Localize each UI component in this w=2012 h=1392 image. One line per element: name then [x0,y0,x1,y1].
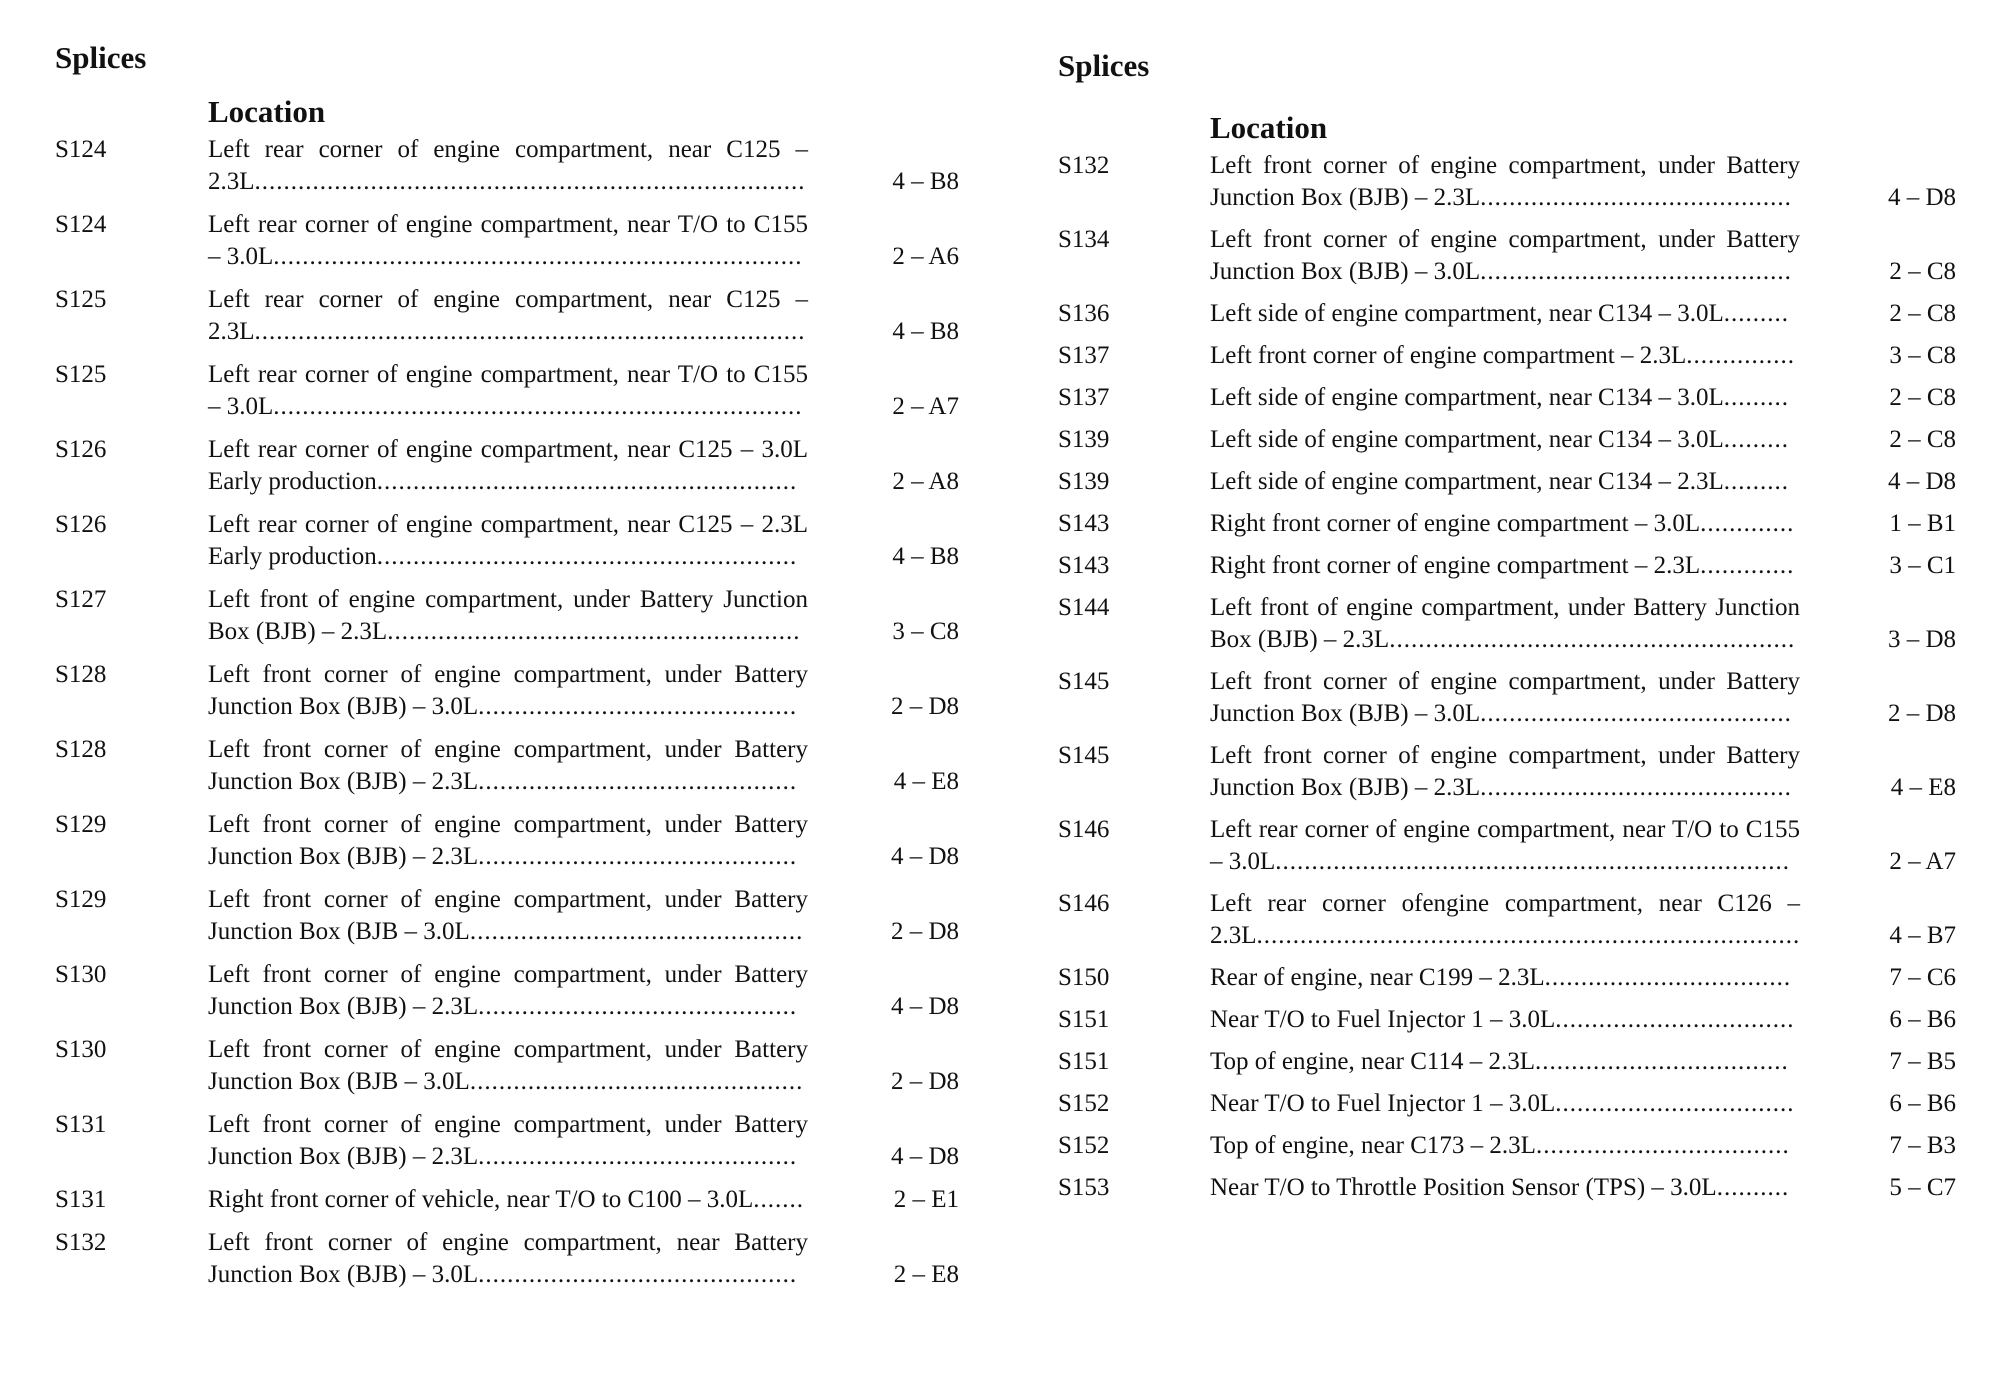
splice-location: Top of engine, near C114 – 2.3L [1210,1048,1536,1075]
dot-leader: .................................. [1544,964,1792,991]
grid-reference: 2 – D8 [890,693,959,720]
splice-location: Left front corner of engine compartment, under Battery Junction Box (BJB) – 2.3L [208,961,808,1020]
splice-code: S153 [1058,1174,1110,1201]
dot-leader: .......... [1716,1174,1790,1201]
splice-location-cell [1210,224,1800,298]
splice-code: S134 [1058,226,1110,253]
dot-leader: ......................................................................... [273,243,803,270]
grid-reference: 2 – D8 [890,918,959,945]
grid-reference: 4 – E8 [893,768,959,795]
dot-leader: .......................................................... [376,543,798,570]
dot-leader: .............................................. [469,918,804,945]
right-column [1058,46,1968,1214]
grid-reference: 5 – C7 [1889,1174,1956,1201]
splice-code: S136 [1058,300,1110,327]
splice-location-cell [1210,550,1800,592]
splice-entry [55,584,975,659]
splice-location: Left front corner of engine compartment, under Battery Junction Box (BJB – 3.0L [208,886,808,945]
grid-reference: 2 – A7 [892,393,959,420]
grid-reference: 2 – A6 [892,243,959,270]
splice-code: S145 [1058,668,1110,695]
splice-entry [1058,340,1968,382]
dot-leader: ............................................ [478,993,798,1020]
splice-location-cell [208,1184,808,1227]
splice-location: Left front of engine compartment, under Battery Junction Box (BJB) – 2.3L [208,586,808,645]
splice-location-cell [1210,1130,1800,1172]
splice-location-cell [1210,1088,1800,1130]
grid-reference: 4 – D8 [1887,468,1956,495]
splice-entry [1058,466,1968,508]
splice-code: S152 [1058,1090,1110,1117]
grid-reference: 3 – C8 [892,618,959,645]
splice-location: Left rear corner of engine compartment, near C125 – 2.3L [208,286,808,345]
splice-entry [1058,888,1968,962]
splice-location: Left front corner of engine compartment, under Battery Junction Box (BJB – 3.0L [208,1036,808,1095]
splice-code: S144 [1058,594,1110,621]
dot-leader: ............................................ [478,843,798,870]
splice-location-cell [1210,740,1800,814]
grid-reference: 2 – E1 [893,1186,959,1213]
location-header: Location [208,94,326,129]
splice-location: Left rear corner of engine compartment, near C125 – 3.0L Early production [208,436,808,495]
splice-location-cell [208,1109,808,1184]
splice-entry [1058,508,1968,550]
splice-code: S143 [1058,510,1110,537]
splice-entry [1058,1046,1968,1088]
splice-location: Left side of engine compartment, near C134 – 3.0L [1210,426,1724,453]
splice-list [55,134,975,1302]
dot-leader: ................................... [1535,1048,1789,1075]
splice-entry [55,134,975,209]
splice-location: Left side of engine compartment, near C134 – 3.0L [1210,384,1724,411]
splice-entry [55,734,975,809]
splice-location-cell [1210,340,1800,382]
splice-location-cell [1210,1046,1800,1088]
grid-reference: 6 – B6 [1889,1006,1956,1033]
splice-code: S137 [1058,384,1110,411]
splice-code: S128 [55,736,107,763]
splice-location-cell [1210,382,1800,424]
dot-leader: ............. [1700,510,1795,537]
splice-location: Top of engine, near C173 – 2.3L [1210,1132,1536,1159]
grid-reference: 4 – D8 [890,1143,959,1170]
grid-reference: 2 – A8 [892,468,959,495]
splice-code: S128 [55,661,107,688]
splice-code: S143 [1058,552,1110,579]
splice-location-cell [208,1227,808,1302]
section-title: Splices [55,40,147,75]
grid-reference: 3 – C8 [1889,342,1956,369]
splice-location-cell [1210,592,1800,666]
dot-leader: ......................................................... [387,618,801,645]
dot-leader: ........................................... [1480,700,1792,727]
splice-location: Left front corner of engine compartment, under Battery Junction Box (BJB) – 2.3L [1210,152,1800,211]
splice-entry [55,959,975,1034]
grid-reference: 4 – D8 [890,993,959,1020]
dot-leader: .......................................................... [376,468,798,495]
splice-location-cell [208,509,808,584]
splice-location-cell [208,959,808,1034]
dot-leader: ........................................... [1480,258,1792,285]
splice-entry [55,1034,975,1109]
splice-location: Left front corner of engine compartment, under Battery Junction Box (BJB) – 2.3L [208,1111,808,1170]
splice-entry [1058,1004,1968,1046]
dot-leader: ....... [753,1186,804,1213]
splice-location: Left front corner of engine compartment, under Battery Junction Box (BJB) – 3.0L [1210,226,1800,285]
splice-location: Left side of engine compartment, near C134 – 2.3L [1210,468,1724,495]
splice-location: Left front corner of engine compartment, under Battery Junction Box (BJB) – 3.0L [1210,668,1800,727]
splice-code: S125 [55,286,107,313]
splice-location: Right front corner of engine compartment – 3.0L [1210,510,1701,537]
splice-location: Near T/O to Throttle Position Sensor (TPS) – 3.0L [1210,1174,1717,1201]
grid-reference: 2 – C8 [1889,300,1956,327]
grid-reference: 2 – E8 [893,1261,959,1288]
splice-location-cell [208,809,808,884]
dot-leader: ........................................... [1480,774,1792,801]
splice-entry [55,809,975,884]
dot-leader: ....................................................................... [1275,848,1791,875]
splice-code: S130 [55,1036,107,1063]
splice-code: S137 [1058,342,1110,369]
grid-reference: 7 – C6 [1889,964,1956,991]
splice-location: Left front corner of engine compartment, near Battery Junction Box (BJB) – 3.0L [208,1229,808,1288]
splice-location: Left front corner of engine compartment – 2.3L [1210,342,1687,369]
dot-leader: ............................................ [478,1261,798,1288]
grid-reference: 4 – E8 [1890,774,1956,801]
splice-entry [1058,150,1968,224]
splice-code: S139 [1058,468,1110,495]
dot-leader: ......................................................................... [273,393,803,420]
dot-leader: ............... [1686,342,1795,369]
splice-code: S132 [1058,152,1110,179]
splice-entry [1058,740,1968,814]
splice-code: S145 [1058,742,1110,769]
splice-code: S151 [1058,1048,1110,1075]
splice-list [1058,150,1968,1214]
dot-leader: ............................................................................ [254,318,806,345]
dot-leader: ............................................ [478,1143,798,1170]
splice-location-cell [1210,814,1800,888]
dot-leader: ......... [1723,384,1789,411]
grid-reference: 4 – D8 [1887,184,1956,211]
splice-location: Left rear corner of engine compartment, near C125 – 2.3L Early production [208,511,808,570]
splice-code: S129 [55,886,107,913]
dot-leader: ................................... [1535,1132,1790,1159]
splice-location-cell [208,1034,808,1109]
splice-code: S139 [1058,426,1110,453]
splice-entry [1058,298,1968,340]
splice-location-cell [1210,888,1800,962]
dot-leader: ................................. [1555,1006,1795,1033]
grid-reference: 2 – C8 [1889,426,1956,453]
splice-location-cell [208,284,808,359]
splice-code: S146 [1058,890,1110,917]
splice-code: S129 [55,811,107,838]
splice-code: S124 [55,136,107,163]
splice-location-cell [208,209,808,284]
grid-reference: 3 – C1 [1889,552,1956,579]
splice-code: S124 [55,211,107,238]
splice-entry [1058,1088,1968,1130]
splice-entry [1058,424,1968,466]
splice-location-cell [1210,424,1800,466]
splice-entry [55,1109,975,1184]
splice-location: Left front corner of engine compartment, under Battery Junction Box (BJB) – 3.0L [208,661,808,720]
splice-location-cell [208,734,808,809]
dot-leader: ......... [1723,300,1789,327]
splice-location-cell [1210,1004,1800,1046]
grid-reference: 2 – D8 [890,1068,959,1095]
splice-entry [1058,962,1968,1004]
grid-reference: 4 – B8 [892,318,959,345]
splice-location: Left rear corner of engine compartment, near C125 – 2.3L [208,136,808,195]
splice-location-cell [1210,150,1800,224]
splice-location-cell [208,434,808,509]
dot-leader: ......... [1723,468,1789,495]
splice-code: S151 [1058,1006,1110,1033]
dot-leader: ........................................................ [1389,626,1796,653]
dot-leader: .............................................. [469,1068,804,1095]
splice-location: Left front corner of engine compartment, under Battery Junction Box (BJB) – 2.3L [208,736,808,795]
splice-entry [55,434,975,509]
dot-leader: ............................................ [478,768,798,795]
splice-location-cell [1210,508,1800,550]
splice-entry [55,1227,975,1302]
splice-code: S126 [55,511,107,538]
grid-reference: 1 – B1 [1889,510,1956,537]
grid-reference: 2 – C8 [1889,384,1956,411]
grid-reference: 6 – B6 [1889,1090,1956,1117]
dot-leader: ............. [1700,552,1795,579]
splice-code: S130 [55,961,107,988]
splice-location-cell [208,134,808,209]
splice-location: Left front corner of engine compartment, under Battery Junction Box (BJB) – 2.3L [208,811,808,870]
splice-location: Left side of engine compartment, near C134 – 3.0L [1210,300,1724,327]
grid-reference: 2 – D8 [1887,700,1956,727]
splice-location-cell [1210,298,1800,340]
splice-entry [55,359,975,434]
dot-leader: ........................................................................... [1256,922,1801,949]
splice-code: S127 [55,586,107,613]
splice-location-cell [1210,466,1800,508]
section-title: Splices [1058,48,1150,83]
splice-entry [1058,1172,1968,1214]
splice-entry [1058,592,1968,666]
splice-location-cell [208,359,808,434]
grid-reference: 4 – D8 [890,843,959,870]
splice-entry [55,209,975,284]
splice-entry [55,1184,975,1227]
grid-reference: 3 – D8 [1887,626,1956,653]
splice-entry [55,284,975,359]
dot-leader: ............................................................................ [254,168,806,195]
dot-leader: ........................................... [1480,184,1792,211]
location-header: Location [1210,110,1328,145]
splice-code: S131 [55,1111,107,1138]
splice-code: S126 [55,436,107,463]
splice-location: Left rear corner of engine compartment, near T/O to C155 – 3.0L [208,361,808,420]
splice-location: Left front of engine compartment, under Battery Junction Box (BJB) – 2.3L [1210,594,1800,653]
grid-reference: 7 – B3 [1889,1132,1956,1159]
dot-leader: ............................................ [478,693,798,720]
grid-reference: 2 – C8 [1889,258,1956,285]
splice-location: Right front corner of engine compartment – 2.3L [1210,552,1701,579]
splice-location-cell [208,584,808,659]
splice-code: S132 [55,1229,107,1256]
splice-entry [1058,814,1968,888]
splice-location-cell [208,884,808,959]
splice-code: S131 [55,1186,107,1213]
dot-leader: ......... [1723,426,1789,453]
splice-location: Left rear corner ofengine compartment, near C126 – 2.3L [1210,890,1800,949]
splice-location: Right front corner of vehicle, near T/O to C100 – 3.0L [208,1186,754,1213]
splice-entry [1058,550,1968,592]
grid-reference: 4 – B8 [892,168,959,195]
splice-code: S125 [55,361,107,388]
splice-entry [55,884,975,959]
splice-location-cell [1210,1172,1800,1214]
splice-location: Left rear corner of engine compartment, near T/O to C155 – 3.0L [208,211,808,270]
left-column [55,38,975,1302]
splice-location: Rear of engine, near C199 – 2.3L [1210,964,1545,991]
splice-location-cell [208,659,808,734]
splice-location: Left front corner of engine compartment, under Battery Junction Box (BJB) – 2.3L [1210,742,1800,801]
splice-location: Near T/O to Fuel Injector 1 – 3.0L [1210,1006,1556,1033]
splice-code: S146 [1058,816,1110,843]
splice-entry [1058,382,1968,424]
splice-code: S150 [1058,964,1110,991]
grid-reference: 4 – B8 [892,543,959,570]
splice-entry [1058,1130,1968,1172]
grid-reference: 2 – A7 [1889,848,1956,875]
splice-entry [1058,224,1968,298]
splice-code: S152 [1058,1132,1110,1159]
splice-location-cell [1210,962,1800,1004]
dot-leader: ................................. [1555,1090,1795,1117]
splice-location-cell [1210,666,1800,740]
grid-reference: 4 – B7 [1889,922,1956,949]
splice-entry [55,659,975,734]
splice-location: Near T/O to Fuel Injector 1 – 3.0L [1210,1090,1556,1117]
splice-entry [55,509,975,584]
grid-reference: 7 – B5 [1889,1048,1956,1075]
splice-location: Left rear corner of engine compartment, near T/O to C155 – 3.0L [1210,816,1800,875]
splice-entry [1058,666,1968,740]
